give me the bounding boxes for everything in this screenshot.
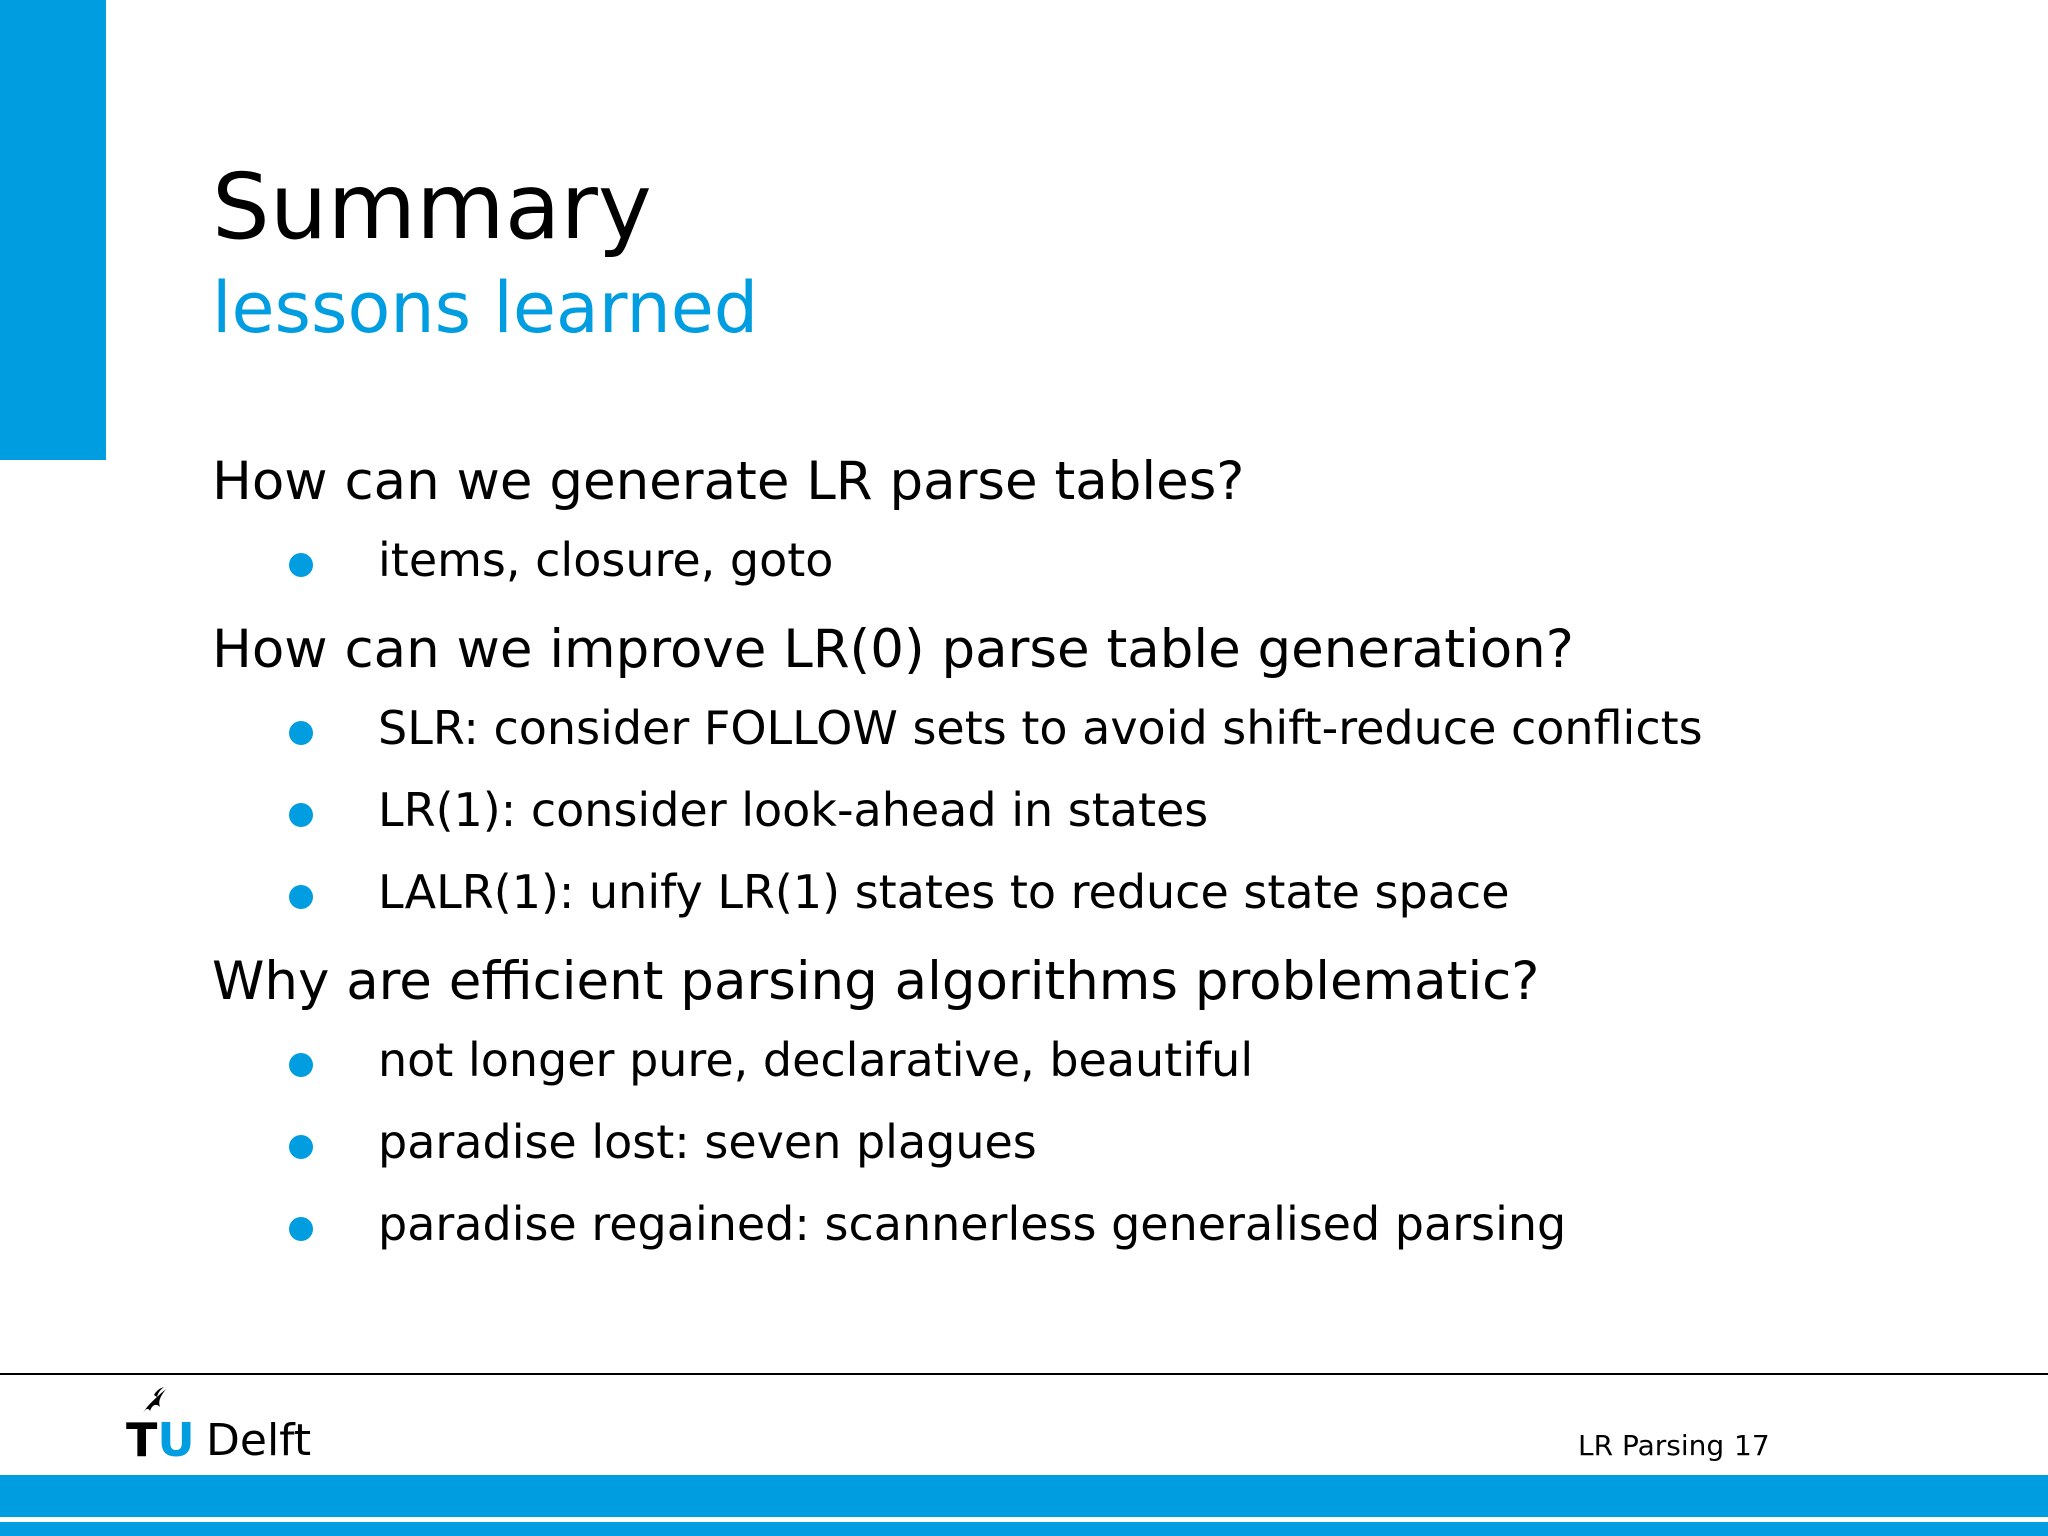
- bullet-text: paradise lost: seven plagues: [378, 1115, 1037, 1169]
- bullet-text: not longer pure, declarative, beautiful: [378, 1033, 1254, 1087]
- slide-subtitle: lessons learned: [212, 267, 759, 349]
- section-improve: [212, 619, 1972, 921]
- bullet-item: [212, 783, 1972, 839]
- logo-t-letter: T: [126, 1413, 158, 1467]
- question-heading: Why are efficient parsing algorithms problematic?: [212, 951, 1540, 1012]
- bullet-text: LALR(1): unify LR(1) states to reduce state space: [378, 865, 1510, 919]
- bullet-list: [212, 533, 1972, 589]
- bullet-item: [212, 1033, 1972, 1089]
- section-generate: [212, 451, 1972, 589]
- bullet-item: [212, 865, 1972, 921]
- bullet-text: items, closure, goto: [378, 533, 834, 587]
- bullet-list: [212, 1033, 1972, 1253]
- bullet-dot-icon: [289, 1053, 313, 1077]
- question-heading: How can we improve LR(0) parse table generation?: [212, 619, 1574, 680]
- bullet-dot-icon: [289, 803, 313, 827]
- bullet-item: [212, 533, 1972, 589]
- footer-page-number: 17: [1734, 1429, 1770, 1462]
- tu-delft-logo: [126, 1385, 336, 1465]
- bullet-dot-icon: [289, 885, 313, 909]
- bullet-dot-icon: [289, 1135, 313, 1159]
- bullet-text: SLR: consider FOLLOW sets to avoid shift-reduce conflicts: [378, 701, 1703, 755]
- bullet-text: LR(1): consider look-ahead in states: [378, 783, 1209, 837]
- bullet-dot-icon: [289, 1217, 313, 1241]
- bullet-dot-icon: [289, 721, 313, 745]
- footer-accent-line: [0, 1522, 2048, 1536]
- bullet-text: paradise regained: scannerless generalised parsing: [378, 1197, 1567, 1251]
- bullet-item: [212, 701, 1972, 757]
- accent-side-bar: [0, 0, 106, 460]
- bullet-list: [212, 701, 1972, 921]
- footer-accent-band: [0, 1475, 2048, 1517]
- slide-content: [212, 451, 1972, 1253]
- section-problematic: [212, 951, 1972, 1253]
- bullet-item: [212, 1115, 1972, 1171]
- question-heading: How can we generate LR parse tables?: [212, 451, 1245, 512]
- footer-divider: [0, 1373, 2048, 1375]
- logo-u-letter: U: [157, 1413, 195, 1467]
- logo-tu-letters: [126, 1413, 195, 1467]
- bullet-dot-icon: [289, 553, 313, 577]
- logo-delft-word: Delft: [206, 1415, 312, 1466]
- bullet-item: [212, 1197, 1972, 1253]
- slide-title: Summary: [212, 155, 652, 260]
- footer-course-title: LR Parsing: [1578, 1429, 1725, 1462]
